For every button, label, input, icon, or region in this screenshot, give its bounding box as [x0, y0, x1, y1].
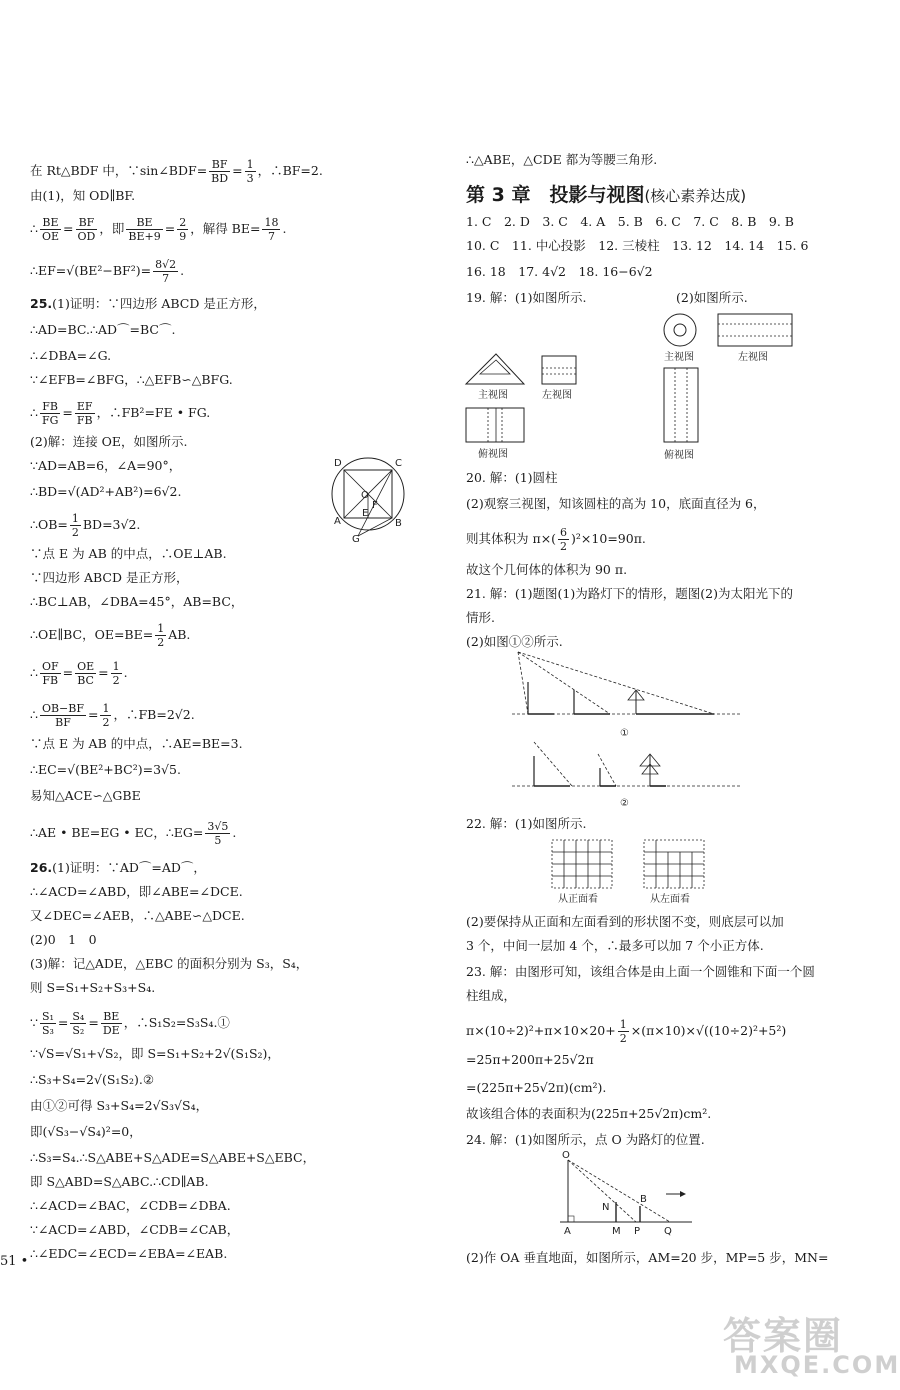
- line: 即 S△ABD=S△ABC.∴CD∥AB.: [30, 1174, 209, 1189]
- label-B: B: [395, 518, 402, 529]
- line: ∴AE • BE=EG • EC，∴EG= $\frac{3√5}{5}$ .: [30, 820, 237, 847]
- line: 则其体积为 π×( $\frac{6}{2}$ )²×10=90π.: [466, 526, 646, 553]
- label-E: E: [362, 508, 369, 519]
- label-M: M: [612, 1226, 621, 1237]
- label-fig-1: ①: [620, 728, 629, 739]
- fraction: $\frac{1}{2}$: [157, 622, 165, 649]
- label-N: N: [602, 1202, 610, 1213]
- fraction: $\frac{18}{7}$: [264, 216, 279, 243]
- q24-line1: 24. 解：(1)如图所示，点 O 为路灯的位置.: [466, 1132, 705, 1147]
- line: ∴ $\frac{BE}{OE}$ = $\frac{BF}{OD}$ ，即 $\frac{BE}{BE+9}$ = $\frac{2}{9}$ ，解得 BE= $\frac{18}{7}$ .: [30, 216, 287, 243]
- label-P: P: [634, 1226, 641, 1237]
- line: ∴△ABE，△CDE 都为等腰三角形.: [466, 152, 658, 167]
- figure-19-views-2: [658, 310, 798, 466]
- line: ∵∠EFB=∠BFG，∴△EFB∽△BFG.: [30, 372, 233, 387]
- line: ∴∠EDC=∠ECD=∠EBA=∠EAB.: [30, 1246, 228, 1261]
- line: (2)作 OA 垂直地面，如图所示，AM=20 步，MP=5 步，MN=: [466, 1250, 829, 1265]
- fraction: $\frac{\text{S₄}}{\text{S₂}}$: [72, 1010, 85, 1037]
- fraction: $\frac{6}{2}$: [560, 526, 568, 553]
- label-front-look: 从正面看: [558, 894, 598, 905]
- line: =25π+200π+25√2π: [466, 1052, 594, 1067]
- fraction: $\frac{OB-BF}{BF}$: [41, 702, 84, 729]
- line: ∵点 E 为 AB 的中点，∴OE⊥AB.: [30, 546, 227, 561]
- label-Q: Q: [664, 1226, 672, 1237]
- line: ∴OE∥BC，OE=BE= $\frac{1}{2}$ AB.: [30, 622, 191, 649]
- fraction: $\frac{BE}{OE}$: [41, 216, 60, 243]
- line: 故这个几何体的体积为 90 π.: [466, 562, 628, 577]
- label-top-view: 俯视图: [478, 449, 508, 460]
- label-A: A: [334, 516, 341, 527]
- answers-row-3: 16. 18 17. 4√2 18. 16−6√2: [466, 264, 653, 279]
- label-A: A: [564, 1226, 571, 1237]
- answers-row-1: 1. C 2. D 3. C 4. A 5. B 6. C 7. C 8. B 9. B: [466, 214, 794, 229]
- line: ∴∠ACD=∠BAC，∠CDB=∠DBA.: [30, 1198, 231, 1213]
- fraction: $\frac{EF}{FB}$: [76, 400, 93, 427]
- label-O: O: [361, 490, 369, 501]
- q20-line1: 20. 解：(1)圆柱: [466, 470, 558, 485]
- line: 柱组成，: [466, 988, 517, 1003]
- line: (2)0 1 0: [30, 932, 97, 947]
- figure-25-circle-square: [328, 452, 412, 544]
- q23-line1: 23. 解：由图形可知，该组合体是由上面一个圆锥和下面一个圆: [466, 964, 815, 979]
- fraction: $\frac{1}{2}$: [102, 702, 110, 729]
- fraction: $\frac{BE}{BE+9}$: [128, 216, 161, 243]
- figure-22-grids: [546, 836, 722, 908]
- label-C: C: [395, 458, 402, 469]
- line: ∴∠DBA=∠G.: [30, 348, 112, 363]
- watermark-logo: 答案圈 MXQE.COM: [723, 1314, 900, 1379]
- q19-line-b: (2)如图所示.: [676, 290, 748, 305]
- q22-line1: 22. 解：(1)如图所示.: [466, 816, 587, 831]
- line: ∴EF=√(BE²−BF²)= $\frac{8√2}{7}$ .: [30, 258, 185, 285]
- fraction: $\frac{\text{S₁}}{\text{S₃}}$: [41, 1010, 54, 1037]
- line: ∵ $\frac{\text{S₁}}{\text{S₃}}$ = $\frac{\text{S₄}}{\text{S₂}}$ = $\frac{BE}{DE}$ ，∴S₁S₂=S₃S₄.①: [30, 1010, 230, 1037]
- line: ∵√S=√S₁+√S₂，即 S=S₁+S₂+2√(S₁S₂)，: [30, 1046, 280, 1061]
- q21-line1: 21. 解：(1)题图(1)为路灯下的情形，题图(2)为太阳光下的: [466, 586, 793, 601]
- line: (3)解：记△ADE，△EBC 的面积分别为 S₃，S₄，: [30, 956, 309, 971]
- fraction: $\frac{OE}{BC}$: [77, 660, 95, 687]
- page-number: 51 •: [0, 1254, 29, 1269]
- line: (2)观察三视图，知该圆柱的高为 10，底面直径为 6，: [466, 496, 766, 511]
- label-front-view-2: 主视图: [664, 352, 694, 363]
- chapter-title: 第 3 章 投影与视图(核心素养达成): [466, 184, 747, 206]
- label-top-view-2: 俯视图: [664, 450, 694, 461]
- line: (2)要保持从正面和左面看到的形状图不变，则底层可以加: [466, 914, 784, 929]
- line: ∴BC⊥AB，∠DBA=45°，AB=BC，: [30, 594, 244, 609]
- line: ∴EC=√(BE²+BC²)=3√5.: [30, 762, 181, 777]
- fraction: $\frac{BF}{OD}$: [77, 216, 96, 243]
- figure-21-shadows: [506, 650, 746, 810]
- line: (2)如图①②所示.: [466, 634, 563, 649]
- fraction: $\frac{1}{2}$: [619, 1018, 627, 1045]
- line: 即(√S₃−√S₄)²=0，: [30, 1124, 142, 1139]
- label-front-view: 主视图: [478, 390, 508, 401]
- line: 易知△ACE∽△GBE: [30, 788, 141, 803]
- label-left-look: 从左面看: [650, 894, 690, 905]
- line: ∴AD=BC.∴AD⌒=BC⌒.: [30, 322, 176, 337]
- line: ∴BD=√(AD²+AB²)=6√2.: [30, 484, 182, 499]
- label-D: D: [334, 458, 342, 469]
- label-left-view-2: 左视图: [738, 352, 768, 363]
- line: 情形.: [466, 610, 495, 625]
- line: ∴ $\frac{FB}{FG}$ = $\frac{EF}{FB}$ ，∴FB²=FE • FG.: [30, 400, 211, 427]
- figure-19-views-1: [462, 350, 588, 462]
- line: ∵四边形 ABCD 是正方形，: [30, 570, 189, 585]
- line: ∴S₃+S₄=2√(S₁S₂).②: [30, 1072, 155, 1087]
- line: 则 S=S₁+S₂+S₃+S₄.: [30, 980, 156, 995]
- line: =(225π+25√2π)(cm²).: [466, 1080, 607, 1095]
- figure-24-lamp: [556, 1150, 696, 1238]
- line: 由(1)，知 OD∥BF.: [30, 188, 136, 203]
- fraction: $\frac{1}{2}$: [112, 660, 120, 687]
- fraction: $\frac{1}{2}$: [71, 512, 79, 539]
- line: ∴∠ACD=∠ABD，即∠ABE=∠DCE.: [30, 884, 243, 899]
- fraction: $\frac{8√2}{7}$: [155, 258, 177, 285]
- answers-row-2: 10. C 11. 中心投影 12. 三棱柱 13. 12 14. 14 15. 6: [466, 238, 809, 253]
- q25-line1: 25.(1)证明：∵四边形 ABCD 是正方形，: [30, 296, 266, 311]
- label-left-view: 左视图: [542, 390, 572, 401]
- line: 在 Rt△BDF 中，∵sin∠BDF= $\frac{BF}{BD}$ = $\frac{1}{3}$ ，∴BF=2.: [30, 158, 323, 185]
- q26-line1: 26.(1)证明：∵AD⌒=AD⌒，: [30, 860, 206, 875]
- label-F: F: [372, 500, 378, 511]
- q19-line: 19. 解：(1)如图所示.: [466, 290, 587, 305]
- fraction: $\frac{BE}{DE}$: [102, 1010, 120, 1037]
- label-O: O: [562, 1150, 570, 1161]
- line: (2)解：连接 OE，如图所示.: [30, 434, 188, 449]
- fraction: $\frac{OF}{FB}$: [41, 660, 59, 687]
- line: ∴S₃=S₄.∴S△ABE+S△ADE=S△ABE+S△EBC，: [30, 1150, 316, 1165]
- line: ∴ $\frac{OF}{FB}$ = $\frac{OE}{BC}$ = $\frac{1}{2}$ .: [30, 660, 128, 687]
- line: ∵点 E 为 AB 的中点，∴AE=BE=3.: [30, 736, 243, 751]
- label-G: G: [352, 534, 360, 544]
- line: ∴ $\frac{OB-BF}{BF}$ = $\frac{1}{2}$ ，∴FB=2√2.: [30, 702, 195, 729]
- line: 故该组合体的表面积为(225π+25√2π)cm².: [466, 1106, 712, 1121]
- label-fig-2: ②: [620, 798, 629, 809]
- line: ∴OB= $\frac{1}{2}$ BD=3√2.: [30, 512, 141, 539]
- line: 3 个，中间一层加 4 个，∴最多可以加 7 个小正方体.: [466, 938, 764, 953]
- fraction: $\frac{BF}{BD}$: [211, 158, 229, 185]
- fraction: $\frac{3√5}{5}$: [207, 820, 229, 847]
- fraction: $\frac{FB}{FG}$: [41, 400, 59, 427]
- fraction: $\frac{1}{3}$: [246, 158, 254, 185]
- line: ∵AD=AB=6，∠A=90°，: [30, 458, 182, 473]
- line: 又∠DEC=∠AEB，∴△ABE∽△DCE.: [30, 908, 245, 923]
- label-B: B: [640, 1194, 647, 1205]
- line: 由①②可得 S₃+S₄=2√S₃√S₄，: [30, 1098, 209, 1113]
- fraction: $\frac{2}{9}$: [179, 216, 187, 243]
- line: π×(10÷2)²+π×10×20+ $\frac{1}{2}$ ×(π×10)×√((10÷2)²+5²): [466, 1018, 787, 1045]
- line: ∵∠ACD=∠ABD，∠CDB=∠CAB，: [30, 1222, 240, 1237]
